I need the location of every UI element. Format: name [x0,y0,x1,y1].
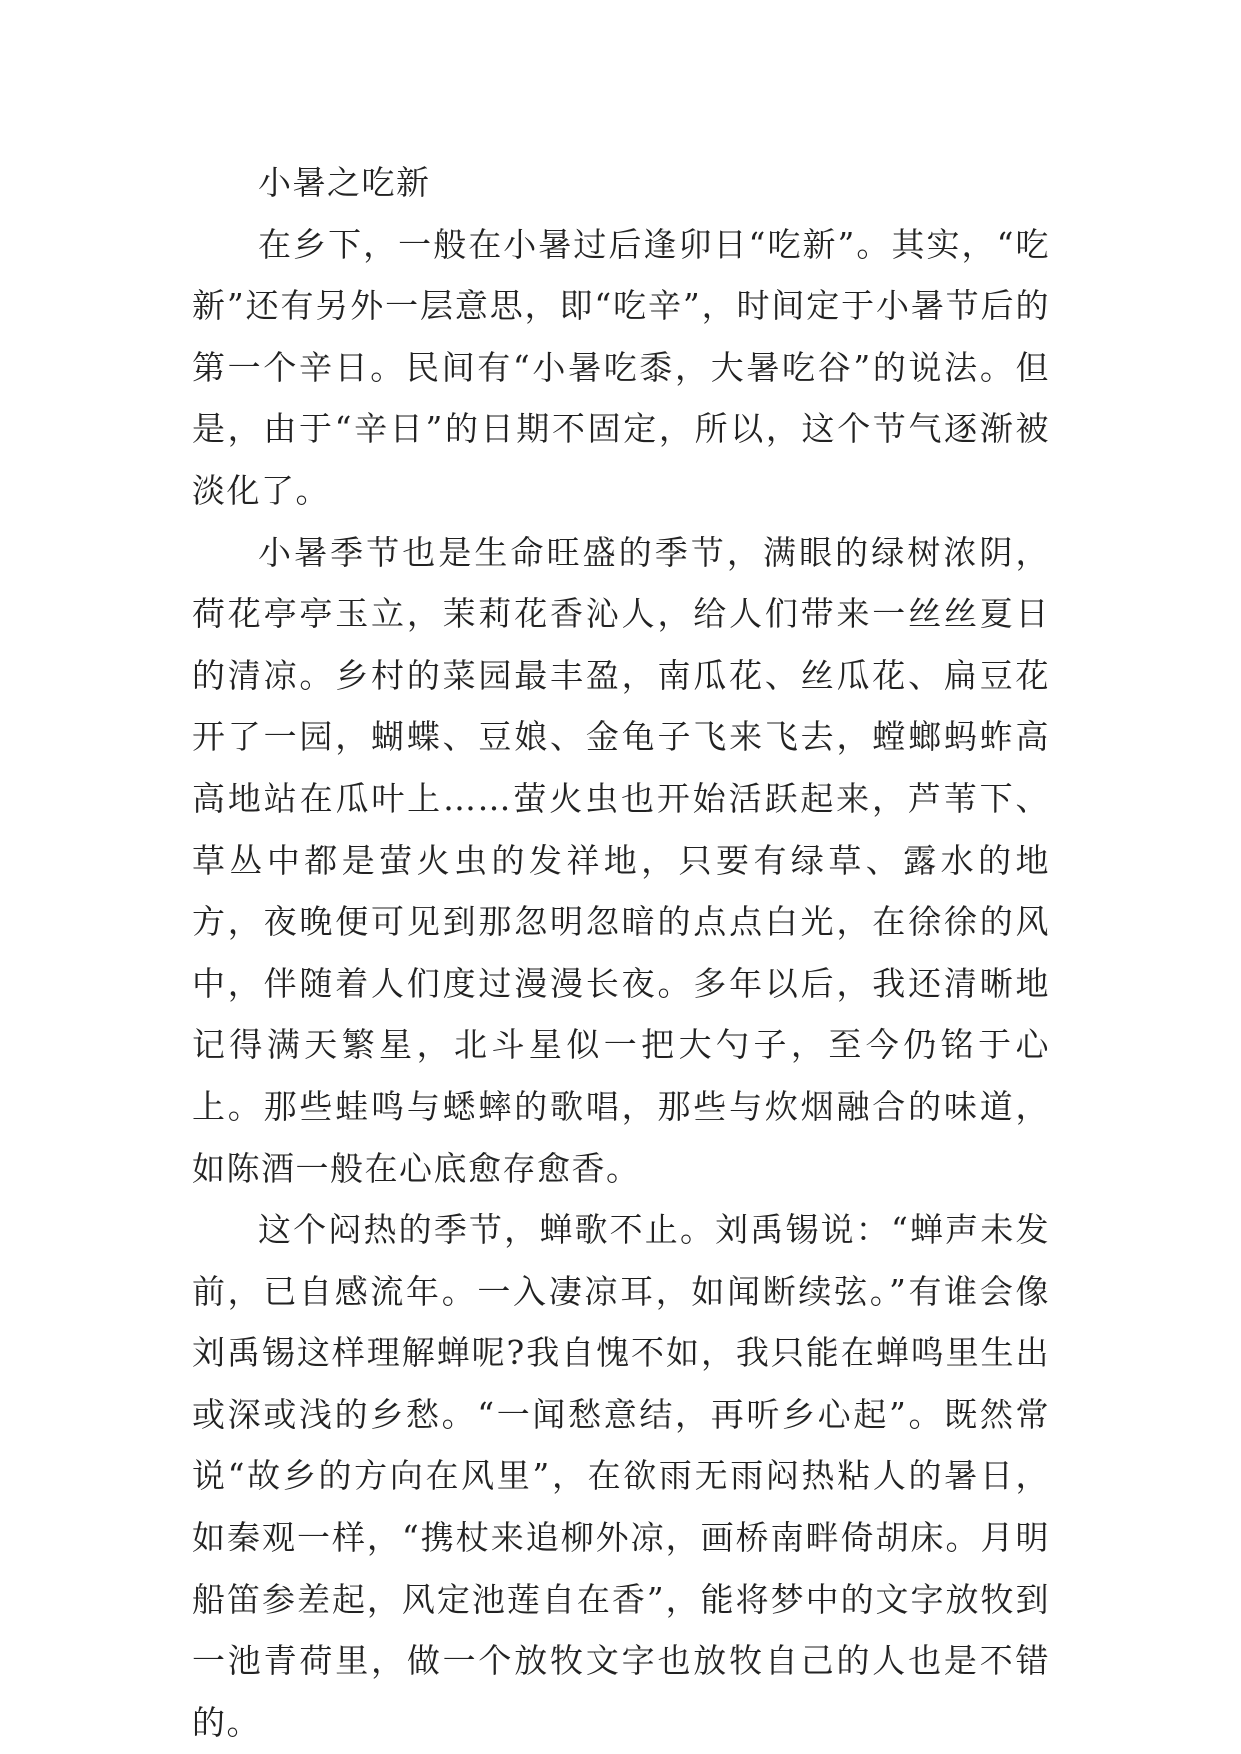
paragraph-2: 小暑季节也是生命旺盛的季节，满眼的绿树浓阴，荷花亭亭玉立，茉莉花香沁人，给人们带来一丝丝夏日的清凉。乡村的菜园最丰盈，南瓜花、丝瓜花、扁豆花开了一园，蝴蝶、豆娘、金龟子飞来飞去，螳螂蚂蚱高高地站在瓜叶上……萤火虫也开始活跃起来，芦苇下、草丛中都是萤火虫的发祥地，只要有绿草、露水的地方，夜晚便可见到那忽明忽暗的点点白光，在徐徐的风中，伴随着人们度过漫漫长夜。多年以后，我还清晰地记得满天繁星，北斗星似一把大勺子，至今仍铭于心上。那些蛙鸣与蟋蟀的歌唱，那些与炊烟融合的味道，如陈酒一般在心底愈存愈香。 [192,532,1050,1188]
document-title: 小暑之吃新 [258,163,431,202]
paragraph-1: 在乡下，一般在小暑过后逢卯日“吃新”。其实，“吃新”还有另外一层意思，即“吃辛”，时间定于小暑节后的第一个辛日。民间有“小暑吃黍，大暑吃谷”的说法。但是，由于“辛日”的日期不固定，所以，这个节气逐渐被淡化了。 [192,224,1050,510]
document-body [192,152,1050,1753]
paragraph-3: 这个闷热的季节，蝉歌不止。刘禹锡说：“蝉声未发前，已自感流年。一入凄凉耳，如闻断续弦。”有谁会像刘禹锡这样理解蝉呢?我自愧不如，我只能在蝉鸣里生出或深或浅的乡愁。“一闻愁意结，再听乡心起”。既然常说“故乡的方向在风里”，在欲雨无雨闷热粘人的暑日，如秦观一样，“携杖来追柳外凉，画桥南畔倚胡床。月明船笛参差起，风定池莲自在香”，能将梦中的文字放牧到一池青荷里，做一个放牧文字也放牧自己的人也是不错的。 [192,1210,1050,1742]
